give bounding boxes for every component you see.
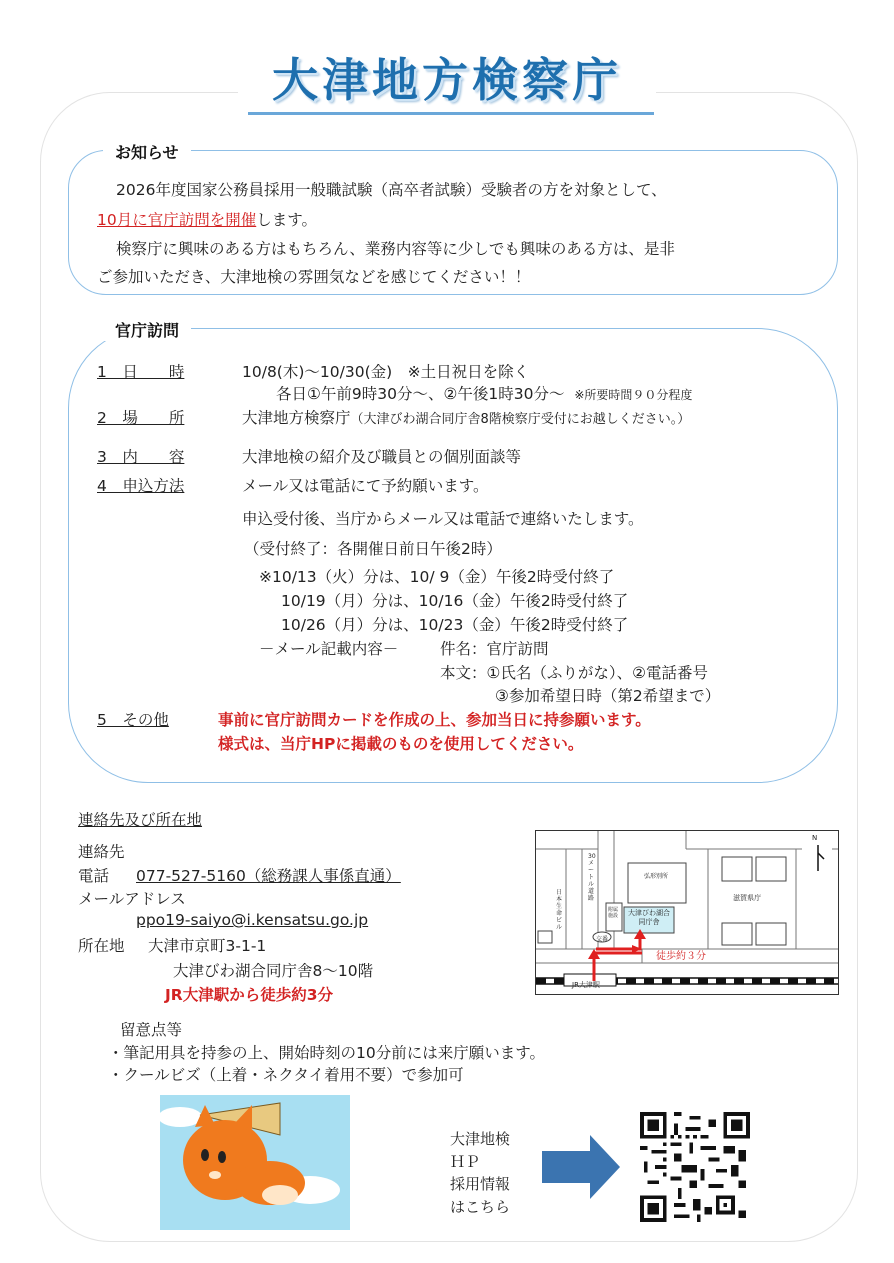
phone-label: 電話 [78, 867, 110, 885]
item4-mail-label: －メール記載内容－ [259, 640, 399, 658]
notice-line3: 検察庁に興味のある方はもちろん、業務内容等に少しでも興味のある方は、是非 [116, 240, 675, 258]
map-bldg2: 附属施設 [608, 907, 619, 919]
title-underline [248, 112, 654, 115]
map-koban: 交番 [596, 936, 609, 943]
mail-label: メールアドレス [78, 890, 186, 908]
item4-line5: 10/19（月）分は、10/16（金）午後2時受付終了 [281, 592, 629, 610]
address-line1: 大津市京町3-1-1 [148, 937, 267, 955]
hp-line2: ＨＰ [450, 1153, 481, 1171]
item4-label: 4 申込方法 [97, 477, 185, 495]
notice-line2-rest: します。 [256, 211, 317, 229]
map-station: JR大津駅 [572, 981, 600, 989]
item1-line2 [276, 382, 692, 404]
notice-line4: ご参加いただき、大津地検の雰囲気などを感じてください！！ [97, 268, 531, 286]
item1-line1: 10/8(木)～10/30(金) ※土日祝日を除く [242, 363, 530, 381]
map-street: 日本生命ビル [556, 889, 563, 931]
address-line2: 大津びわ湖合同庁舎8～10階 [173, 962, 374, 980]
item1-note: ※所要時間９０分程度 [574, 388, 693, 402]
title-area [238, 50, 656, 116]
hp-line3: 採用情報 [450, 1175, 511, 1193]
item4-mail-body1: 本文：①氏名（ふりがな）、②電話番号 [440, 664, 709, 682]
item2-value: 大津地方検察庁 [242, 409, 351, 427]
notice-line2-red: 10月に官庁訪問を開催 [97, 211, 257, 229]
qr-code[interactable] [640, 1112, 750, 1222]
item3-value: 大津地検の紹介及び職員との個別面談等 [242, 448, 522, 466]
item4-line6: 10/26（月）分は、10/23（金）午後2時受付終了 [281, 616, 629, 634]
item4-line4: ※10/13（火）分は、10/ 9（金）午後2時受付終了 [259, 568, 615, 586]
item4-mail-body2: ③参加希望日時（第2希望まで） [495, 687, 721, 705]
access-text: JR大津駅から徒歩約3分 [165, 986, 333, 1004]
item5-label: 5 その他 [97, 711, 169, 729]
notice-line1: 2026年度国家公務員採用一般職試験（高卒者試験）受験者の方を対象として、 [116, 181, 667, 199]
item2-label: 2 場 所 [97, 409, 185, 427]
hp-line1: 大津地検 [450, 1130, 511, 1148]
notice-line2 [97, 208, 317, 230]
item2-note: （大津びわ湖合同庁舎8階検察庁受付にお越しください。） [350, 412, 691, 427]
contact-heading: 連絡先及び所在地 [78, 811, 203, 829]
notes-item2: ・クールビズ（上着・ネクタイ着用不要）で参加可 [108, 1066, 464, 1084]
page-title: 大津地方検察庁 [272, 53, 622, 107]
item4-line3: （受付終了：各開催日前日午後2時） [244, 540, 502, 558]
item5-line1: 事前に官庁訪問カードを作成の上、参加当日に持参願います。 [218, 711, 651, 729]
map-svg [536, 831, 839, 995]
map-north: N [812, 834, 818, 842]
right-arrow-icon [542, 1135, 622, 1199]
hp-line4: はこちら [450, 1198, 511, 1216]
mascot-svg [160, 1095, 350, 1230]
qr-svg [640, 1112, 750, 1222]
item4-line1: メール又は電話にて予約願います。 [242, 477, 489, 495]
mascot-image [160, 1095, 350, 1230]
mail-value[interactable]: ppo19-saiyo@i.kensatsu.go.jp [136, 911, 369, 929]
item4-mail-subject: 件名：官庁訪問 [440, 640, 549, 658]
notes-heading: 留意点等 [120, 1021, 183, 1039]
notice-label: お知らせ [103, 140, 191, 163]
map-tomihiro: 弘形別所 [644, 873, 669, 880]
item1-label: 1 日 時 [97, 363, 185, 381]
visit-label: 官庁訪問 [103, 318, 191, 341]
item5-line2: 様式は、当庁HPに掲載のものを使用してください。 [218, 735, 584, 753]
map-pref-office: 滋賀県庁 [733, 894, 761, 902]
item3-label: 3 内 容 [97, 448, 185, 466]
map-building: 大津びわ湖合同庁舎 [628, 909, 670, 926]
address-label: 所在地 [78, 937, 125, 955]
location-map [535, 830, 839, 995]
map-walk: 徒歩約３分 [656, 951, 706, 962]
notes-item1: ・筆記用具を持参の上、開始時刻の10分前には来庁願います。 [108, 1044, 545, 1062]
item4-line2: 申込受付後、当庁からメール又は電話で連絡いたします。 [242, 510, 644, 528]
item2-line [242, 406, 690, 428]
map-road: 30メートル道路 [588, 853, 596, 902]
phone-value[interactable]: 077-527-5160（総務課人事係直通） [136, 867, 401, 885]
contact-label: 連絡先 [78, 843, 125, 861]
item1-line2-text: 各日①午前9時30分～、②午後1時30分～ [276, 385, 565, 403]
